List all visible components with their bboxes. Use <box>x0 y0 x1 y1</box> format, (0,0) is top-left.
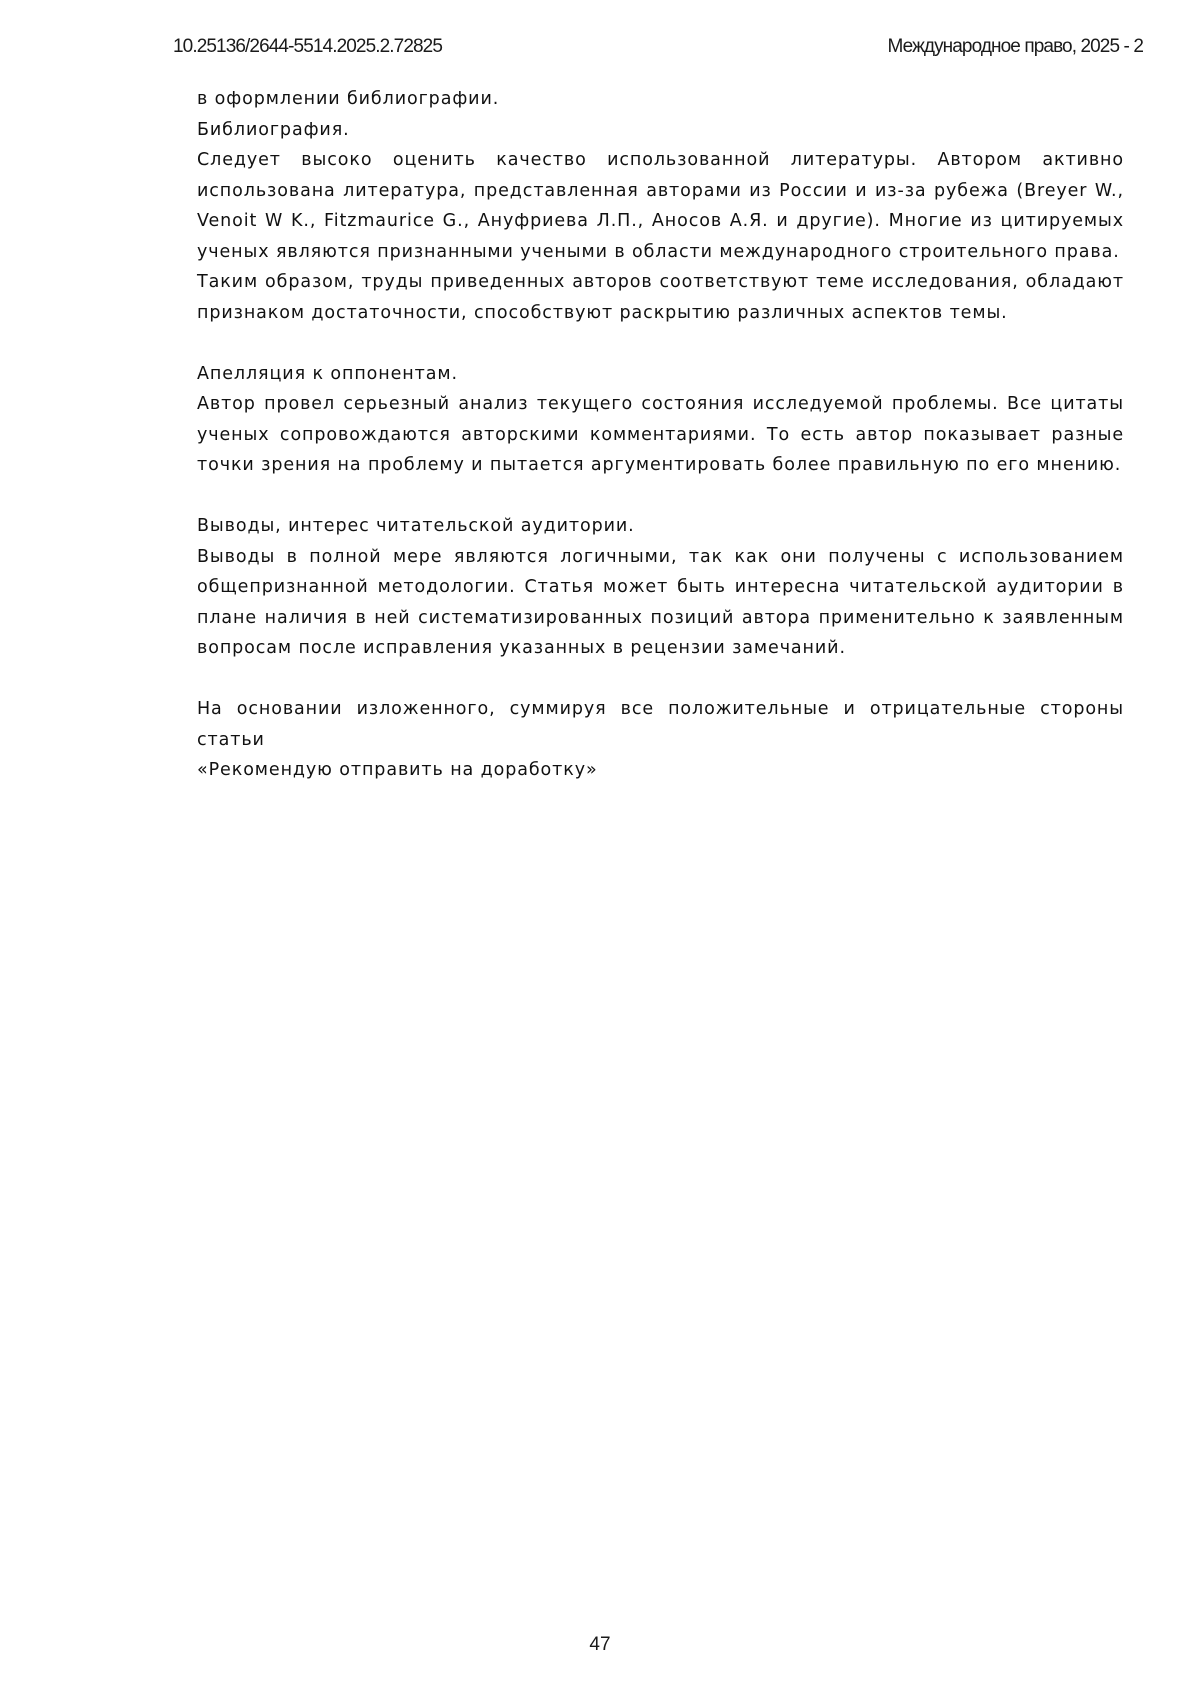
review-body <box>197 84 1124 786</box>
paragraph-summary: На основании изложенного, суммируя все положительные и отрицательные стороны статьи <box>197 699 1124 750</box>
section-heading-conclusions: Выводы, интерес читательской аудитории. <box>197 516 635 536</box>
doi-text: 10.25136/2644-5514.2025.2.72825 <box>173 36 442 57</box>
section-heading-opponents: Апелляция к оппонентам. <box>197 363 458 384</box>
paragraph-gap <box>197 481 1124 512</box>
paragraph-conclusions: Выводы в полной мере являются логичными, так как они получены с использованием общепризнанной методологии. Статья может быть интересна читательской аудитории в плане наличия в ней систематизированных позиций автора применительно к заявленным вопросам после исправления указанных в рецензии замечаний. <box>197 546 1124 658</box>
paragraph-gap <box>197 664 1124 695</box>
paragraph-opponents: Автор провел серьезный анализ текущего состояния исследуемой проблемы. Все цитаты ученых сопровождаются авторскими комментариями. То есть автор показывает разные точки зрения на проблему и пытается аргументировать более правильную по его мнению. <box>197 394 1124 475</box>
paragraph-gap <box>197 328 1124 359</box>
journal-title: Международное право, 2025 - 2 <box>887 36 1143 57</box>
paragraph-bibliography-continuation: в оформлении библиографии. <box>197 89 500 109</box>
section-heading-bibliography: Библиография. <box>197 119 350 140</box>
page-number: 47 <box>589 1634 611 1655</box>
paragraph-bibliography-assessment: Следует высоко оценить качество использованной литературы. Автором активно использована литература, представленная авторами из России и из-за рубежа (Breyer W., Venoit W K., Fitzmaurice G., Ануфриева Л.П., Аносов А.Я. и другие). Многие из цитируемых ученых являются признанными учеными в области международного строительного права. <box>197 150 1124 262</box>
page-header <box>173 36 1143 62</box>
recommendation-text: «Рекомендую отправить на доработку» <box>197 760 598 780</box>
paragraph-bibliography-conclusion: Таким образом, труды приведенных авторов соответствуют теме исследования, обладают признаком достаточности, способствуют раскрытию различных аспектов темы. <box>197 272 1124 323</box>
